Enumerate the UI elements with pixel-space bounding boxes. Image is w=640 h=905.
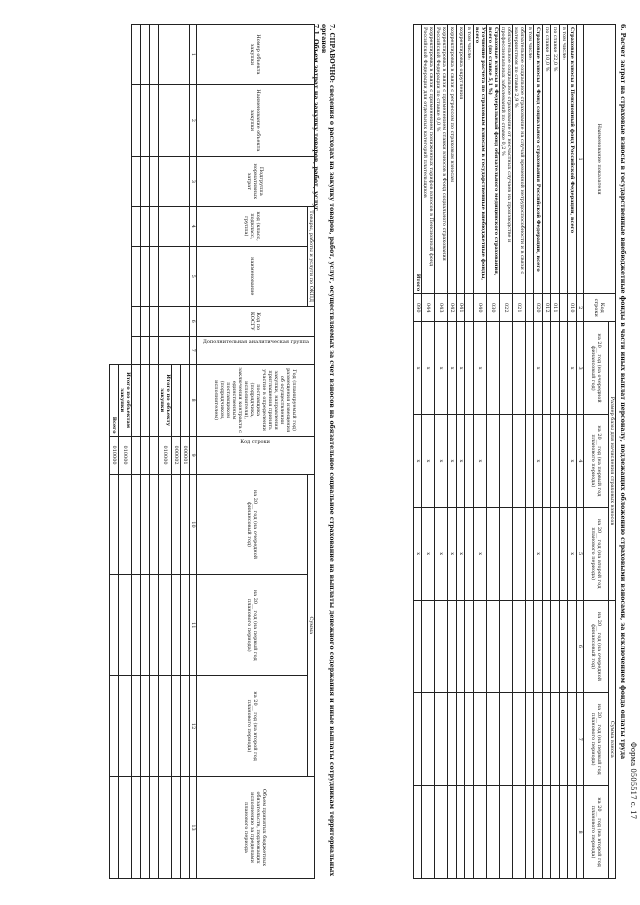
row-base: x — [448, 322, 457, 415]
row-base — [513, 322, 526, 415]
row-base — [560, 322, 569, 415]
form-code: Форма 0505517 с. 17 — [629, 742, 637, 820]
row-base1 — [465, 415, 474, 508]
row-base — [487, 322, 500, 415]
th-sum: Сумма — [308, 474, 315, 777]
row-base2 — [465, 507, 474, 600]
row-code: 042 — [448, 294, 457, 322]
row-name: Уточнение расчета по страховым взносам в государственные внебюджетные фонды, всего — [474, 25, 487, 294]
col-num: 5 — [577, 507, 584, 600]
col-num: 8 — [577, 786, 584, 879]
table-row — [500, 25, 513, 879]
th-sum-y1: на 20__ год (на первый год планового периода) — [584, 693, 609, 786]
th-code: Код строки — [584, 294, 616, 322]
row-code: 000002 — [172, 436, 181, 474]
col-num: 2 — [190, 84, 197, 156]
row-name: корректировка округления — [457, 25, 466, 294]
row-code: 021 — [513, 294, 526, 322]
row-base — [551, 322, 560, 415]
row-base1: x — [422, 415, 435, 508]
table-row — [560, 25, 569, 879]
table-row — [543, 25, 552, 879]
total-objects-row — [119, 25, 132, 879]
row-name: Страховые взносы в Пенсионный фонд Российской Федерации, всего — [568, 25, 577, 294]
procurement-table — [109, 24, 315, 879]
row-name: Страховые взносы в Фонд социального страхования Российской Федерации, всего — [534, 25, 543, 294]
table-row — [181, 25, 190, 879]
row-base2: x — [435, 507, 448, 600]
th-sum-y2: на 20__ год (на второй год планового периода) — [197, 676, 308, 777]
row-base: x — [474, 322, 487, 415]
row-base — [526, 322, 535, 415]
row-code: 000001 — [181, 436, 190, 474]
th-sum-y1: на 20__ год (на первый год планового периода) — [197, 575, 308, 676]
row-code: 022 — [500, 294, 513, 322]
th-obj-name: Наименование объекта закупки — [197, 84, 315, 156]
row-code: 030 — [487, 294, 500, 322]
th-code-kind: код (класс, подкласс, группа) — [197, 206, 308, 246]
row-base2: x — [534, 507, 543, 600]
row-base2 — [543, 507, 552, 600]
col-num: 7 — [577, 693, 584, 786]
row-base1: x — [448, 415, 457, 508]
col-num: 11 — [190, 575, 197, 676]
table-row — [150, 25, 159, 879]
table-row — [457, 25, 466, 879]
row-name: в том числе: — [526, 25, 535, 294]
row-name: обязательное социальное страхование на случай временной нетрудоспособности и в связи с материнством по ставке 2,9 % — [513, 25, 526, 294]
th-base-y0: на 20__ год (на очередной финансовый год) — [584, 322, 609, 415]
row-code: 041 — [457, 294, 466, 322]
table-row — [448, 25, 457, 879]
col-num: 1 — [190, 25, 197, 85]
row-base: x — [568, 322, 577, 415]
col-num: 6 — [577, 600, 584, 693]
th-row-code — [197, 436, 315, 474]
row-base1 — [560, 415, 569, 508]
th-row-code-label: Код строки — [240, 438, 271, 445]
col-num: 5 — [190, 246, 197, 306]
row-code: 040 — [474, 294, 487, 322]
col-num: 6 — [190, 306, 197, 336]
total-object-code: 010000 — [159, 436, 172, 474]
row-base: x — [435, 322, 448, 415]
th-goods: Товары, работы и услуги по ОКПД — [308, 206, 315, 306]
col-num: 8 — [190, 364, 197, 436]
th-base-y2: на 20__ год (на второй год планового периода) — [584, 507, 609, 600]
row-name: Страховые взносы в Федеральный фонд обязательного медицинского страхования, всего (по ставке 5,1 %) — [487, 25, 500, 294]
th-sum-y0: на 20__ год (на очередной финансовый год) — [584, 600, 609, 693]
row-name: обязательное социальное страхование от несчастных случаев на производстве и профессиональных заболеваний по ставке 0,2 % — [500, 25, 513, 294]
row-code: 043 — [435, 294, 448, 322]
col-num: 7 — [190, 336, 197, 364]
th-name: Наименование показателя — [584, 25, 616, 294]
row-base2: x — [474, 507, 487, 600]
col-num: 4 — [577, 415, 584, 508]
total-base2: x — [414, 507, 423, 600]
row-base2 — [560, 507, 569, 600]
row-base — [500, 322, 513, 415]
th-sum-group: Сумма взноса — [609, 600, 616, 878]
grand-total-row — [110, 25, 119, 879]
table-row — [513, 25, 526, 879]
row-base1: x — [474, 415, 487, 508]
row-base1 — [551, 415, 560, 508]
row-base2: x — [457, 507, 466, 600]
row-code — [560, 294, 569, 322]
table-row — [435, 25, 448, 879]
section7-heading: 7. СПРАВОЧНО: сведения о расходах на закупку товаров, работ, услуг, осуществляемых за счет взносов на обязательное социальное страхование на выплаты денежного содержания и иные выплаты сотрудникам территориальных органов — [320, 24, 335, 877]
table-row — [141, 25, 150, 879]
section7-subtitle: 7.1. Объем затрат на закупку товаров, работ, услуг — [312, 24, 319, 212]
th-base-y1: на 20__ год (на первый год планового периода) — [584, 415, 609, 508]
row-name: корректировка в связи с применением пониженных тарифов взносов в Пенсионный фонд Российской Федерации для отдельных категорий плательщиков — [422, 25, 435, 294]
row-base1 — [500, 415, 513, 508]
th-kosgu: Код по КОСГУ — [197, 306, 315, 336]
grand-total-code: 010000 — [110, 436, 119, 474]
table-row — [526, 25, 535, 879]
row-name: корректировка в связи с применением ставки взносов в Фонд социального страхования Российской Федерации по ставке 0,0 % — [435, 25, 448, 294]
table-row — [487, 25, 500, 879]
col-num: 12 — [190, 676, 197, 777]
row-code: 020 — [534, 294, 543, 322]
row-name: по ставке 22,0 % — [551, 25, 560, 294]
row-code — [465, 294, 474, 322]
col-num: 10 — [190, 474, 197, 575]
row-name: по ставке 10,0 % — [543, 25, 552, 294]
row-code — [526, 294, 535, 322]
table-row — [568, 25, 577, 879]
row-base2: x — [448, 507, 457, 600]
total-code: 090 — [414, 294, 423, 322]
th-year: Год (планируемый год) размещения извещения об осуществлении закупки, направления приглашения принять участие в определении поставщика (подрядчика, исполнителя), заключения контракта с единственным поставщиком (подрядчиком, исполнителем) — [197, 364, 315, 436]
table-row — [474, 25, 487, 879]
col-num: 13 — [190, 777, 197, 879]
th-name-kind: наименование — [197, 246, 308, 306]
col-num: 9 — [190, 436, 197, 474]
row-code: 011 — [551, 294, 560, 322]
row-name: корректировка в связи с регрессом по страховым взносам — [448, 25, 457, 294]
table-row — [551, 25, 560, 879]
row-base1: x — [457, 415, 466, 508]
section6-title: 6. Расчет затрат на страховые взносы в государственные внебюджетные фонды в части иных выплат персоналу, подлежащих обложению страховыми взносами, за исключением фонда оплаты труда — [619, 24, 626, 760]
row-name: в том числе: — [560, 25, 569, 294]
row-code: 044 — [422, 294, 435, 322]
row-code: 010 — [568, 294, 577, 322]
total-objects-label: Итого по объектам закупки — [119, 364, 132, 436]
row-base1 — [487, 415, 500, 508]
th-extra — [197, 336, 315, 364]
th-obj-num: Номер объекта закупки — [197, 25, 315, 85]
row-base1 — [513, 415, 526, 508]
row-base — [465, 322, 474, 415]
col-num: 2 — [577, 294, 584, 322]
table-row — [422, 25, 435, 879]
row-base2 — [487, 507, 500, 600]
row-base2 — [551, 507, 560, 600]
row-base2 — [513, 507, 526, 600]
table-row — [534, 25, 543, 879]
total-objects-code: 010000 — [119, 436, 132, 474]
row-base: x — [457, 322, 466, 415]
col-num: 4 — [190, 206, 197, 246]
total-label: Итого — [414, 25, 423, 294]
row-base1 — [526, 415, 535, 508]
th-base-group: Размер базы для начисления страховых взносов — [609, 322, 616, 600]
grand-total-label: Всего — [110, 364, 119, 436]
col-num: 3 — [577, 322, 584, 415]
row-base1 — [543, 415, 552, 508]
total-base: x — [414, 322, 423, 415]
row-code: 012 — [543, 294, 552, 322]
row-base2 — [526, 507, 535, 600]
row-name: в том числе: — [465, 25, 474, 294]
row-base1: x — [568, 415, 577, 508]
table-row — [465, 25, 474, 879]
total-object-label: Итого по объекту закупки — [159, 364, 172, 436]
row-base: x — [422, 322, 435, 415]
col-num: 3 — [190, 156, 197, 206]
total-row — [414, 25, 423, 879]
row-base1: x — [534, 415, 543, 508]
row-base2: x — [422, 507, 435, 600]
total-base1: x — [414, 415, 423, 508]
row-base1: x — [435, 415, 448, 508]
row-base2 — [500, 507, 513, 600]
insurance-table — [413, 24, 616, 879]
col-num: 1 — [577, 25, 584, 294]
th-sum-y0: на 20__ год (на очередной финансовый год) — [197, 474, 308, 575]
row-base: x — [534, 322, 543, 415]
th-subgroup: Подгруппа нормативных затрат — [197, 156, 315, 206]
th-extra-label: Дополнительная аналитическая группа — [202, 338, 309, 345]
th-obligations: Объем принятых бюджетных обязательств, подлежащих исполнению за пределами планового периода — [197, 777, 315, 879]
row-base2: x — [568, 507, 577, 600]
row-base — [543, 322, 552, 415]
table-row — [132, 25, 141, 879]
th-sum-y2: на 20__ год (на второй год планового периода) — [584, 786, 609, 879]
